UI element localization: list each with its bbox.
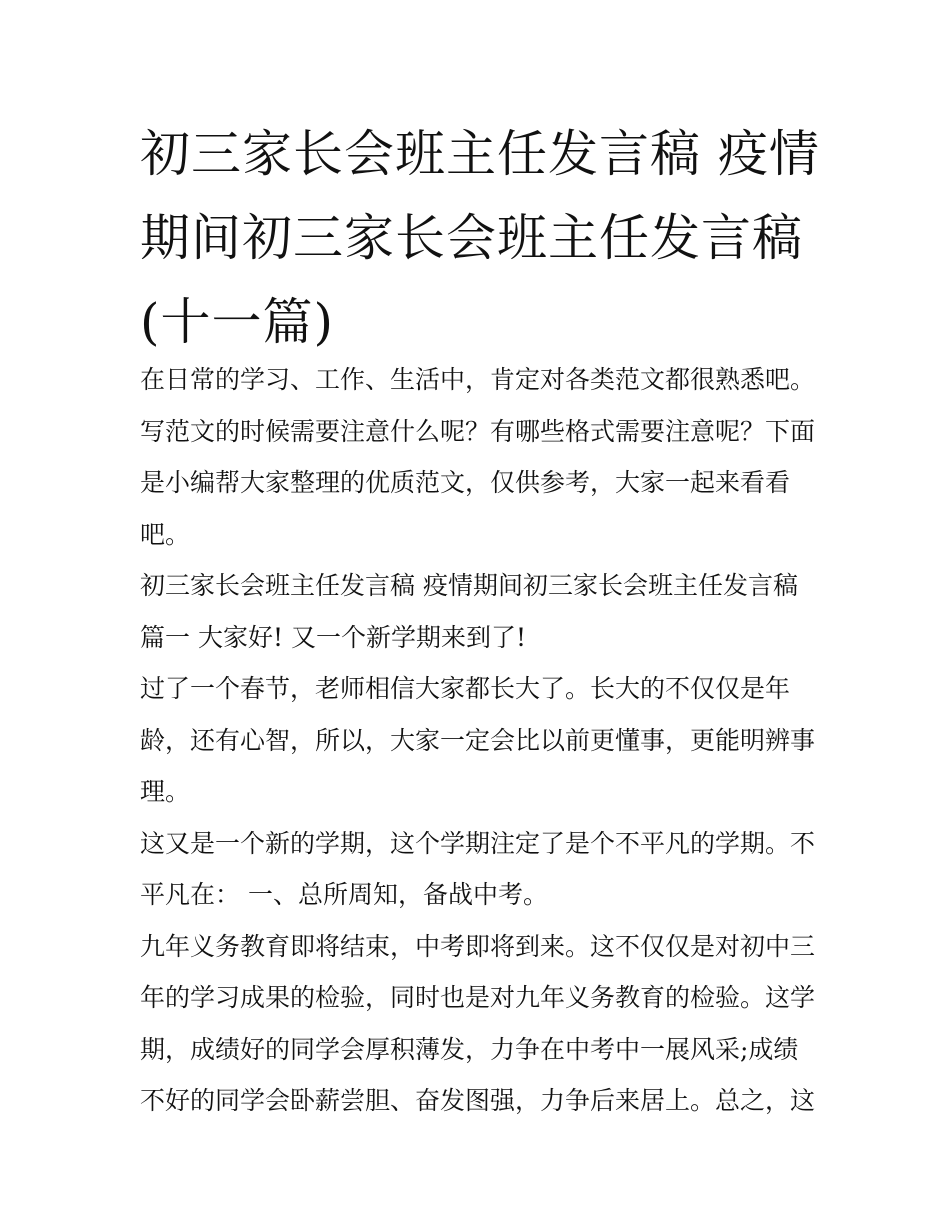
paragraph-spring-festival: 过了一个春节，老师相信大家都长大了。长大的不仅仅是年龄，还有心智，所以，大家一定会比以前更懂事，更能明辨事理。 (140, 674, 816, 806)
paragraph-intro: 在日常的学习、工作、生活中，肯定对各类范文都很熟悉吧。写范文的时候需要注意什么呢？有哪些格式需要注意呢？下面是小编帮大家整理的优质范文，仅供参考，大家一起来看看吧。 (140, 365, 816, 549)
paragraph-compulsory-education: 九年义务教育即将结束，中考即将到来。这不仅仅是对初中三年的学习成果的检验，同时也是对九年义务教育的检验。这学期，成绩好的同学会厚积薄发，力争在中考中一展风采;成绩不好的同学会卧薪尝胆、奋发图强，力争后来居上。总之，这 (140, 931, 816, 1115)
paragraph-heading-part-one: 初三家长会班主任发言稿 疫情期间初三家长会班主任发言稿篇一 大家好! 又一个新学期来到了! (140, 571, 798, 652)
document-body (140, 354, 820, 1127)
paragraph-new-semester: 这又是一个新的学期，这个学期注定了是个不平凡的学期。不平凡在： 一、总所周知，备战中考。 (140, 828, 816, 909)
document-title: 初三家长会班主任发言稿 疫情期间初三家长会班主任发言稿(十一篇) (140, 125, 820, 351)
